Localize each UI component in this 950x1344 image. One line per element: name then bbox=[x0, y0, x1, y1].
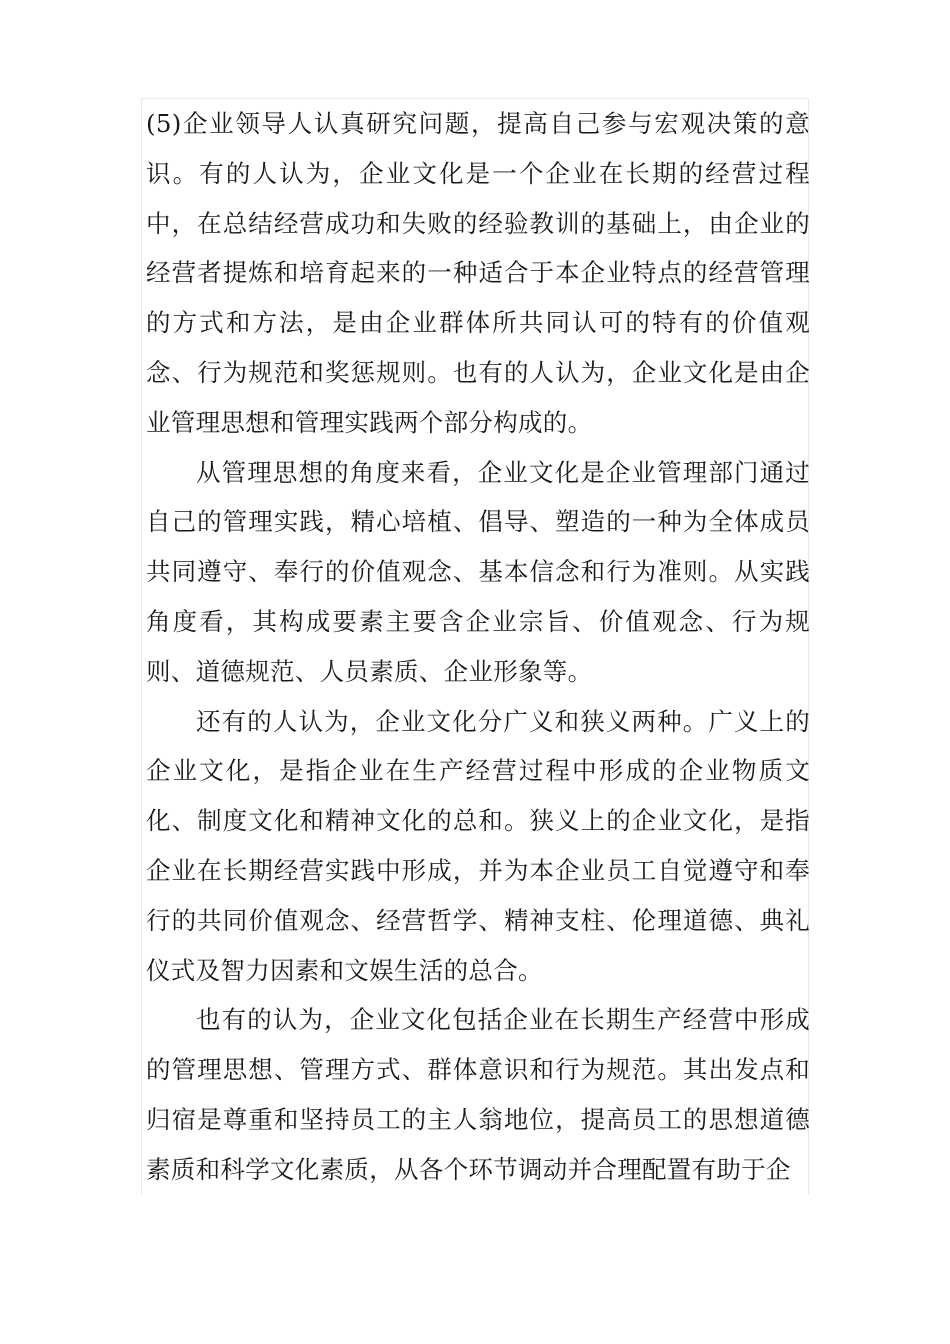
document-body bbox=[146, 99, 810, 1195]
document-page bbox=[141, 98, 809, 1194]
paragraph-4: 也有的认为，企业文化包括企业在长期生产经营中形成的管理思想、管理方式、群体意识和行为规范。其出发点和归宿是尊重和坚持员工的主人翁地位，提高员工的思想道德素质和科学文化素质，从各个环节调动并合理配置有助于企 bbox=[146, 1005, 810, 1184]
paragraph-1: (5)企业领导人认真研究问题，提高自己参与宏观决策的意识。有的人认为，企业文化是一个企业在长期的经营过程中，在总结经营成功和失败的经验教训的基础上，由企业的经营者提炼和培育起来的一种适合于本企业特点的经营管理的方式和方法，是由企业群体所共同认可的特有的价值观念、行为规范和奖惩规则。也有的人认为，企业文化是由企业管理思想和管理实践两个部分构成的。 bbox=[146, 109, 810, 437]
paragraph-3: 还有的人认为，企业文化分广义和狭义两种。广义上的企业文化，是指企业在生产经营过程中形成的企业物质文化、制度文化和精神文化的总和。狭义上的企业文化，是指企业在长期经营实践中形成，并为本企业员工自觉遵守和奉行的共同价值观念、经营哲学、精神支柱、伦理道德、典礼仪式及智力因素和文娱生活的总合。 bbox=[146, 706, 810, 985]
paragraph-2: 从管理思想的角度来看，企业文化是企业管理部门通过自己的管理实践，精心培植、倡导、塑造的一种为全体成员共同遵守、奉行的价值观念、基本信念和行为准则。从实践角度看，其构成要素主要含企业宗旨、价值观念、行为规则、道德规范、人员素质、企业形象等。 bbox=[146, 457, 810, 686]
